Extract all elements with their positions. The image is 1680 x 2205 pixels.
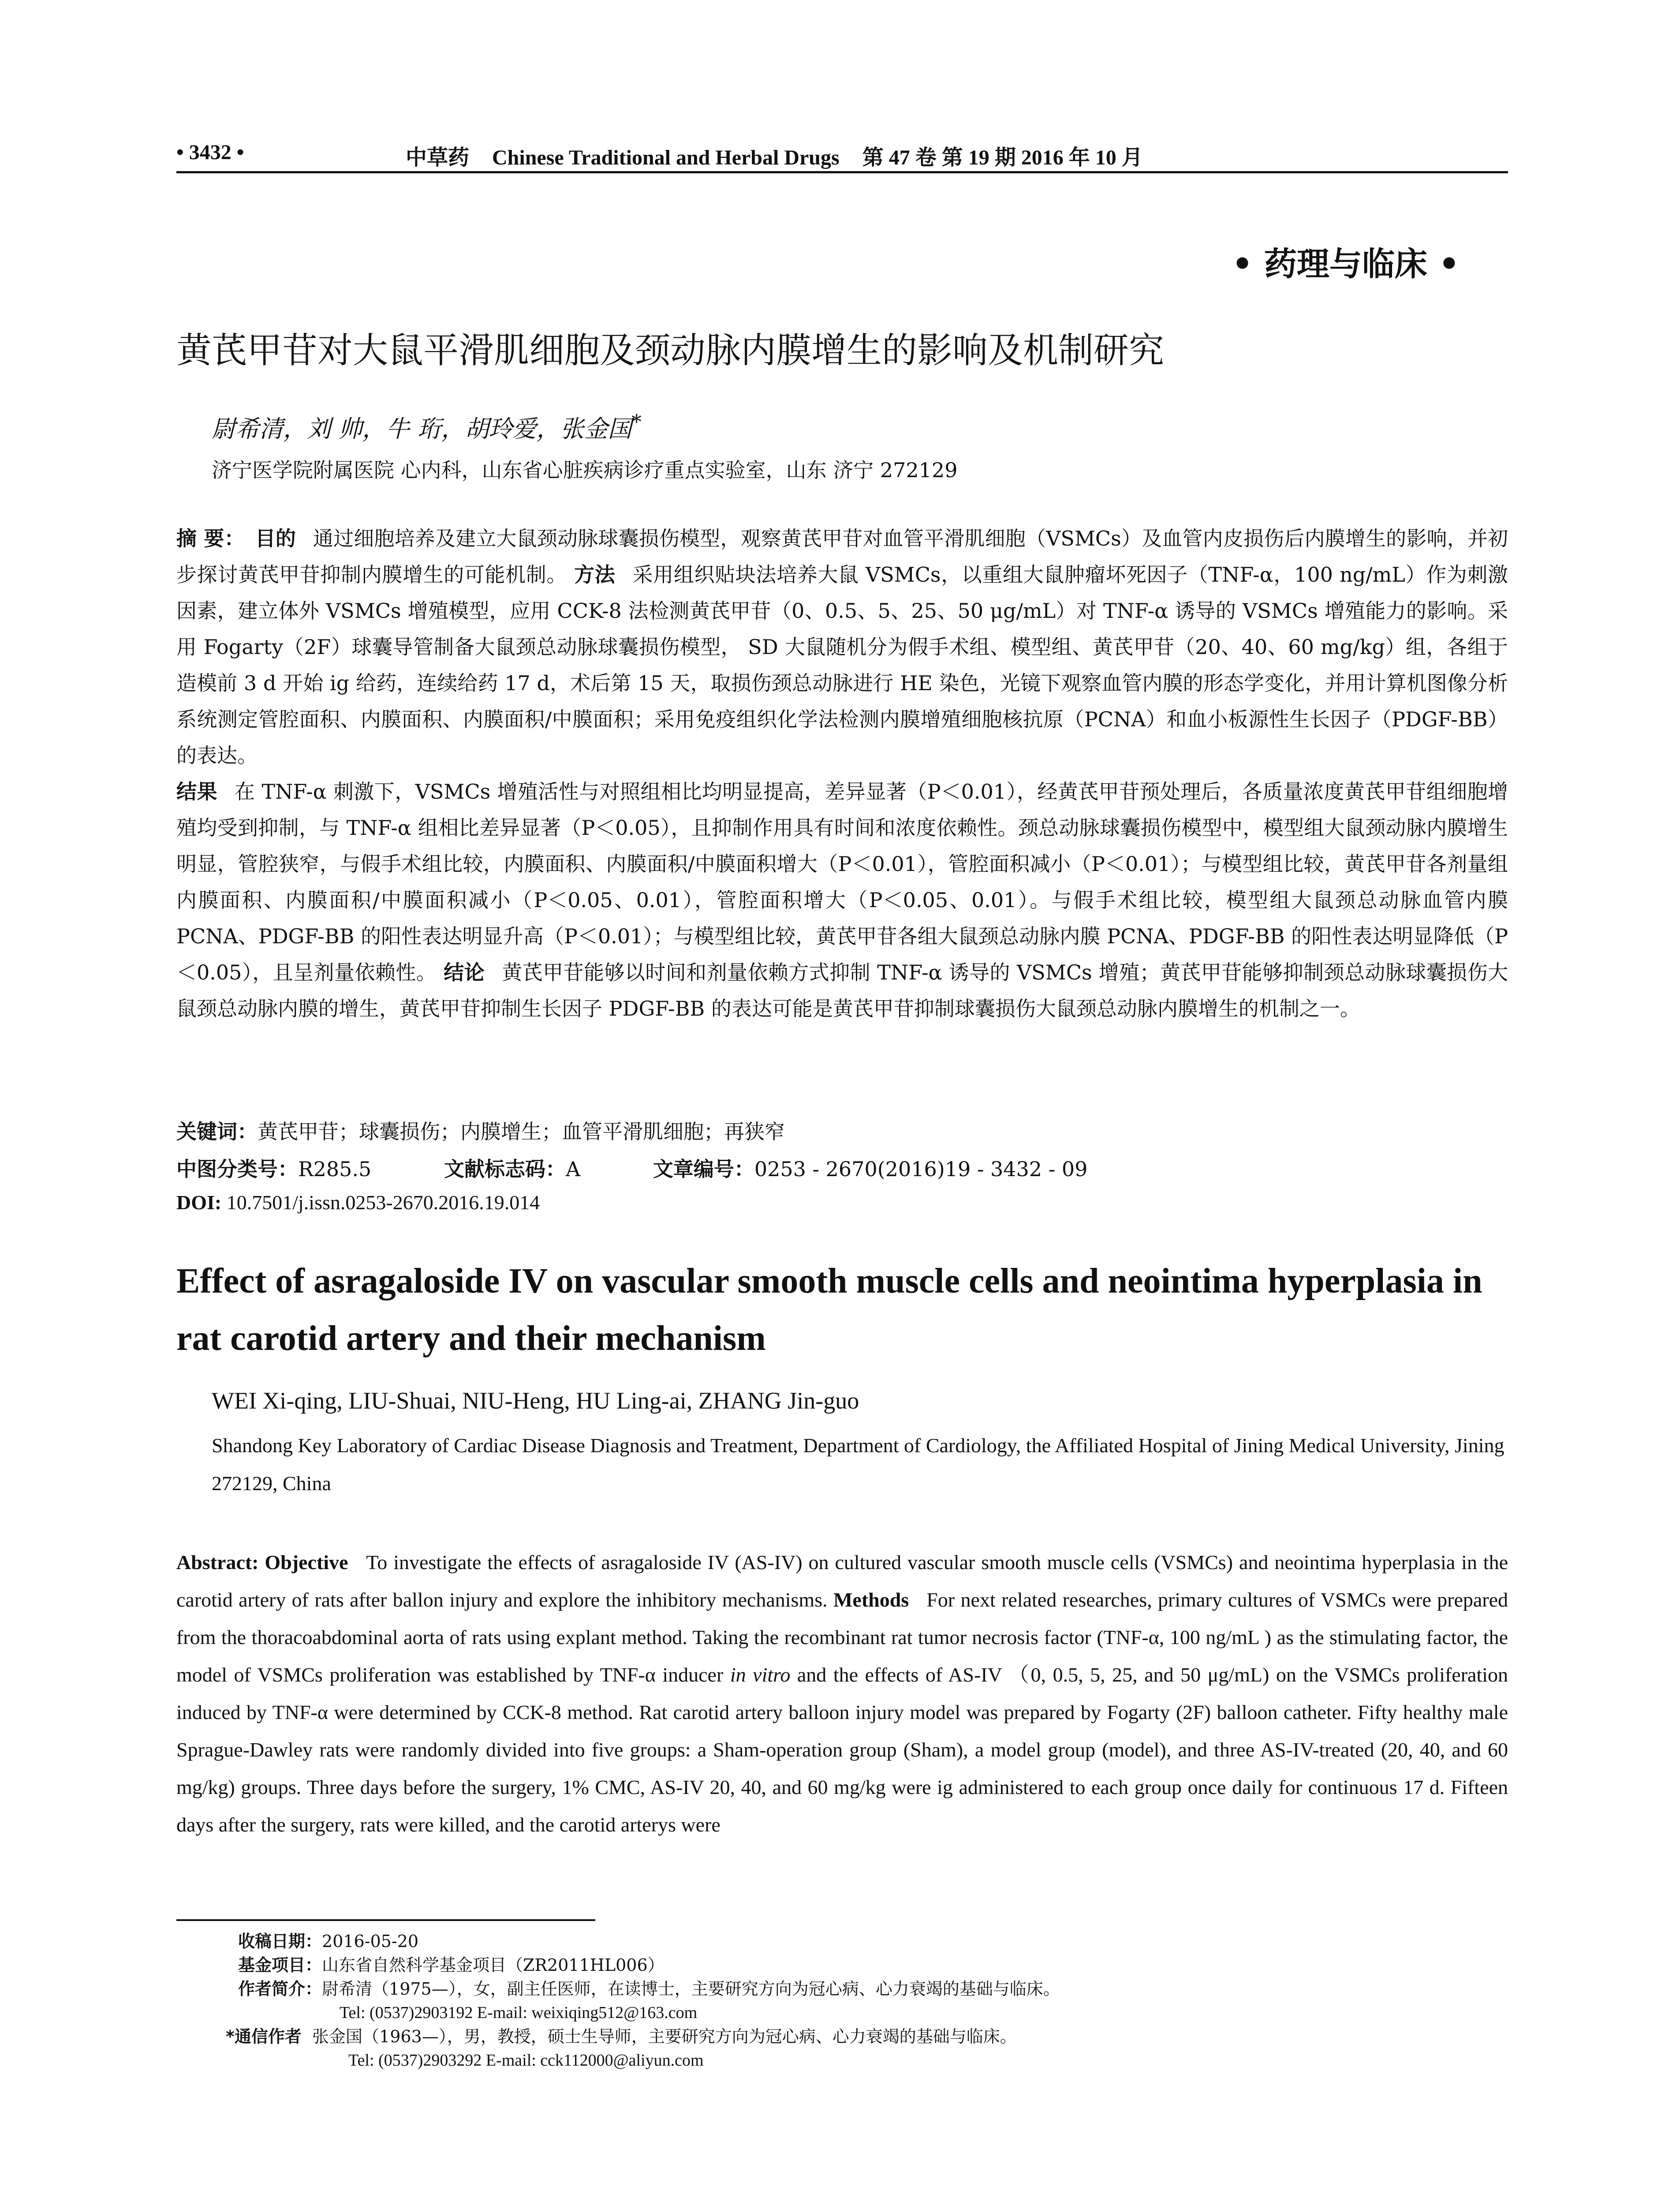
objective-cn: 通过细胞培养及建立大鼠颈动脉球囊损伤模型，观察黄芪甲苷对血管平滑肌细胞（VSMCs）及血管内皮损伤后内膜增生的影响，并初步探讨黄芪甲苷抑制内膜增生的可能机制。	[176, 527, 1508, 587]
footnote-corresponding: *通信作者 张金国（1963—），男，教授，硕士生导师，主要研究方向为冠心病、心力衰竭的基础与临床。	[226, 2027, 1017, 2046]
section-tag: • 药理与临床 •	[1232, 245, 1460, 283]
page-number: • 3432 •	[176, 141, 244, 164]
methods-en-part1: For next related researches, primary cultures of VSMCs were prepared from the thoracoabdominal aorta of rats using explant method. Taking the recombinant rat tumor necrosis factor (TNF-α, 100 ng/mL ) as the stimulating factor, the model of VSMCs proliferation was established by TNF-α inducer	[176, 1588, 1508, 1686]
footnote-corresponding-contact: Tel: (0537)2903292 E-mail: cck112000@aliyun.com	[348, 2051, 704, 2070]
keywords-label: 关键词：	[176, 1120, 258, 1144]
abstract-en	[176, 1544, 1508, 1843]
doi-row	[176, 1191, 1508, 1214]
methods-en-label: Methods	[833, 1588, 909, 1611]
objective-cn-label: 目的	[255, 527, 296, 550]
objective-en-label: Objective	[265, 1551, 348, 1573]
doi-value[interactable]: 10.7501/j.issn.0253-2670.2016.19.014	[226, 1191, 540, 1214]
corresponding-mark: *	[631, 410, 642, 434]
results-cn-label: 结果	[176, 780, 217, 804]
methods-en-part2: and the effects of AS-IV （0, 0.5, 5, 25, and 50 μg/mL) on the VSMCs proliferation induced by TNF-α were determined by CCK-8 method. Rat carotid artery balloon injury model was prepared by Fogarty (2F) balloon catheter. Fifty healthy male Sprague-Dawley rats were randomly divided into five groups: a Sham-operation group (Sham), a model group (model), and three AS-IV-treated (20, 40, and 60 mg/kg) groups. Three days before the surgery, 1% CMC, AS-IV 20, 40, and 60 mg/kg were ig administered to each group once daily for continuous 17 d. Fifteen days after the surgery, rats were killed, and the carotid arterys were	[176, 1663, 1508, 1836]
affiliation-cn: 济宁医学院附属医院 心内科，山东省心脏疾病诊疗重点实验室，山东 济宁 272129	[212, 458, 958, 482]
journal-issue: 第 47 卷 第 19 期 2016 年 10 月	[862, 146, 1143, 169]
methods-cn: 采用组织贴块法培养大鼠 VSMCs，以重组大鼠肿瘤坏死因子（TNF-α，100 ng/mL）作为刺激因素，建立体外 VSMCs 增殖模型，应用 CCK-8 法检测黄芪甲苷（0、0.5、5、25、50 μg/mL）对 TNF-α 诱导的 VSMCs 增殖能力的影响。采用 Fogarty（2F）球囊导管制备大鼠颈总动脉球囊损伤模型， SD 大鼠随机分为假手术组、模型组、黄芪甲苷（20、40、60 mg/kg）组，各组于造模前 3 d 开始 ig 给药，连续给药 17 d，术后第 15 天，取损伤颈总动脉进行 HE 染色，光镜下观察血管内膜的形态学变化，并用计算机图像分析系统测定管腔面积、内膜面积、内膜面积/中膜面积；采用免疫组织化学法检测内膜增殖细胞核抗原（PCNA）和血小板源性生长因子（PDGF-BB）的表达。	[176, 563, 1508, 767]
methods-cn-label: 方法	[574, 563, 616, 587]
clc-label: 中图分类号：	[176, 1157, 298, 1181]
footnotes	[226, 1929, 1517, 2072]
abstract-cn-label: 摘 要：	[176, 527, 245, 550]
journal-info	[406, 140, 1143, 171]
footnote-author-contact: Tel: (0537)2903192 E-mail: weixiqing512@163.com	[340, 2003, 698, 2022]
journal-name-en: Chinese Traditional and Herbal Drugs	[492, 146, 840, 169]
results-cn: 在 TNF-α 刺激下，VSMCs 增殖活性与对照组相比均明显提高，差异显著（P＜0.01），经黄芪甲苷预处理后，各质量浓度黄芪甲苷组细胞增殖均受到抑制，与 TNF-α 组相比差异显著（P＜0.05），且抑制作用具有时间和浓度依赖性。颈总动脉球囊损伤模型中，模型组大鼠颈动脉内膜增生明显，管腔狭窄，与假手术组比较，内膜面积、内膜面积/中膜面积增大（P＜0.01），管腔面积减小（P＜0.01）；与模型组比较，黄芪甲苷各剂量组内膜面积、内膜面积/中膜面积减小（P＜0.05、0.01），管腔面积增大（P＜0.05、0.01）。与假手术组比较，模型组大鼠颈总动脉血管内膜 PCNA、PDGF-BB 的阳性表达明显升高（P＜0.01）；与模型组比较，黄芪甲苷各组大鼠颈总动脉内膜 PCNA、PDGF-BB 的阳性表达明显降低（P＜0.05），且呈剂量依赖性。	[176, 780, 1508, 984]
classification-row	[176, 1153, 1508, 1182]
footnote-fund: 基金项目：山东省自然科学基金项目（ZR2011HL006）	[238, 1955, 665, 1975]
authors-cn	[212, 410, 642, 444]
abstract-cn	[176, 520, 1508, 1027]
clc-value: R285.5	[298, 1157, 372, 1181]
doi-label: DOI:	[176, 1191, 222, 1214]
title-cn: 黄芪甲苷对大鼠平滑肌细胞及颈动脉内膜增生的影响及机制研究	[176, 330, 1164, 371]
running-header	[176, 140, 1508, 173]
authors-cn-names: 尉希清，刘 帅，牛 珩，胡玲爱，张金国	[212, 415, 632, 443]
footnote-rule	[176, 1919, 595, 1921]
article-no-label: 文章编号：	[653, 1157, 754, 1181]
footnote-received: 收稿日期：2016-05-20	[238, 1932, 419, 1951]
affiliation-en: Shandong Key Laboratory of Cardiac Disease Diagnosis and Treatment, Department of Cardiology, the Affiliated Hospital of Jining Medical University, Jining 272129, China	[212, 1434, 1505, 1495]
authors-en: WEI Xi-qing, LIU-Shuai, NIU-Heng, HU Ling-ai, ZHANG Jin-guo	[212, 1387, 859, 1414]
article-no-value: 0253 - 2670(2016)19 - 3432 - 09	[754, 1157, 1088, 1181]
objective-en: To investigate the effects of asragaloside IV (AS-IV) on cultured vascular smooth muscle cells (VSMCs) and neointima hyperplasia in the carotid artery of rats after ballon injury and explore the inhibitory mechanisms.	[176, 1551, 1508, 1611]
journal-name-cn: 中草药	[406, 145, 470, 170]
footnote-author: 作者简介：尉希清（1975—），女，副主任医师，在读博士，主要研究方向为冠心病、心力衰竭的基础与临床。	[238, 1979, 1060, 1999]
abstract-en-label: Abstract:	[176, 1551, 259, 1573]
conclusion-cn-label: 结论	[444, 960, 485, 984]
doc-code-label: 文献标志码：	[444, 1157, 566, 1181]
doc-code-value: A	[565, 1157, 581, 1181]
in-vitro-italic: in vitro	[730, 1663, 791, 1686]
conclusion-cn: 黄芪甲苷能够以时间和剂量依赖方式抑制 TNF-α 诱导的 VSMCs 增殖；黄芪甲苷能够抑制颈总动脉球囊损伤大鼠颈总动脉内膜的增生，黄芪甲苷抑制生长因子 PDGF-BB 的表达可能是黄芪甲苷抑制球囊损伤大鼠颈总动脉内膜增生的机制之一。	[176, 960, 1508, 1020]
title-en: Effect of asragaloside IV on vascular smooth muscle cells and neointima hyperplasia in rat carotid artery and their mechanism	[176, 1262, 1482, 1358]
keywords-cn	[176, 1116, 1508, 1145]
keywords-value: 黄芪甲苷；球囊损伤；内膜增生；血管平滑肌细胞；再狭窄	[258, 1120, 785, 1144]
